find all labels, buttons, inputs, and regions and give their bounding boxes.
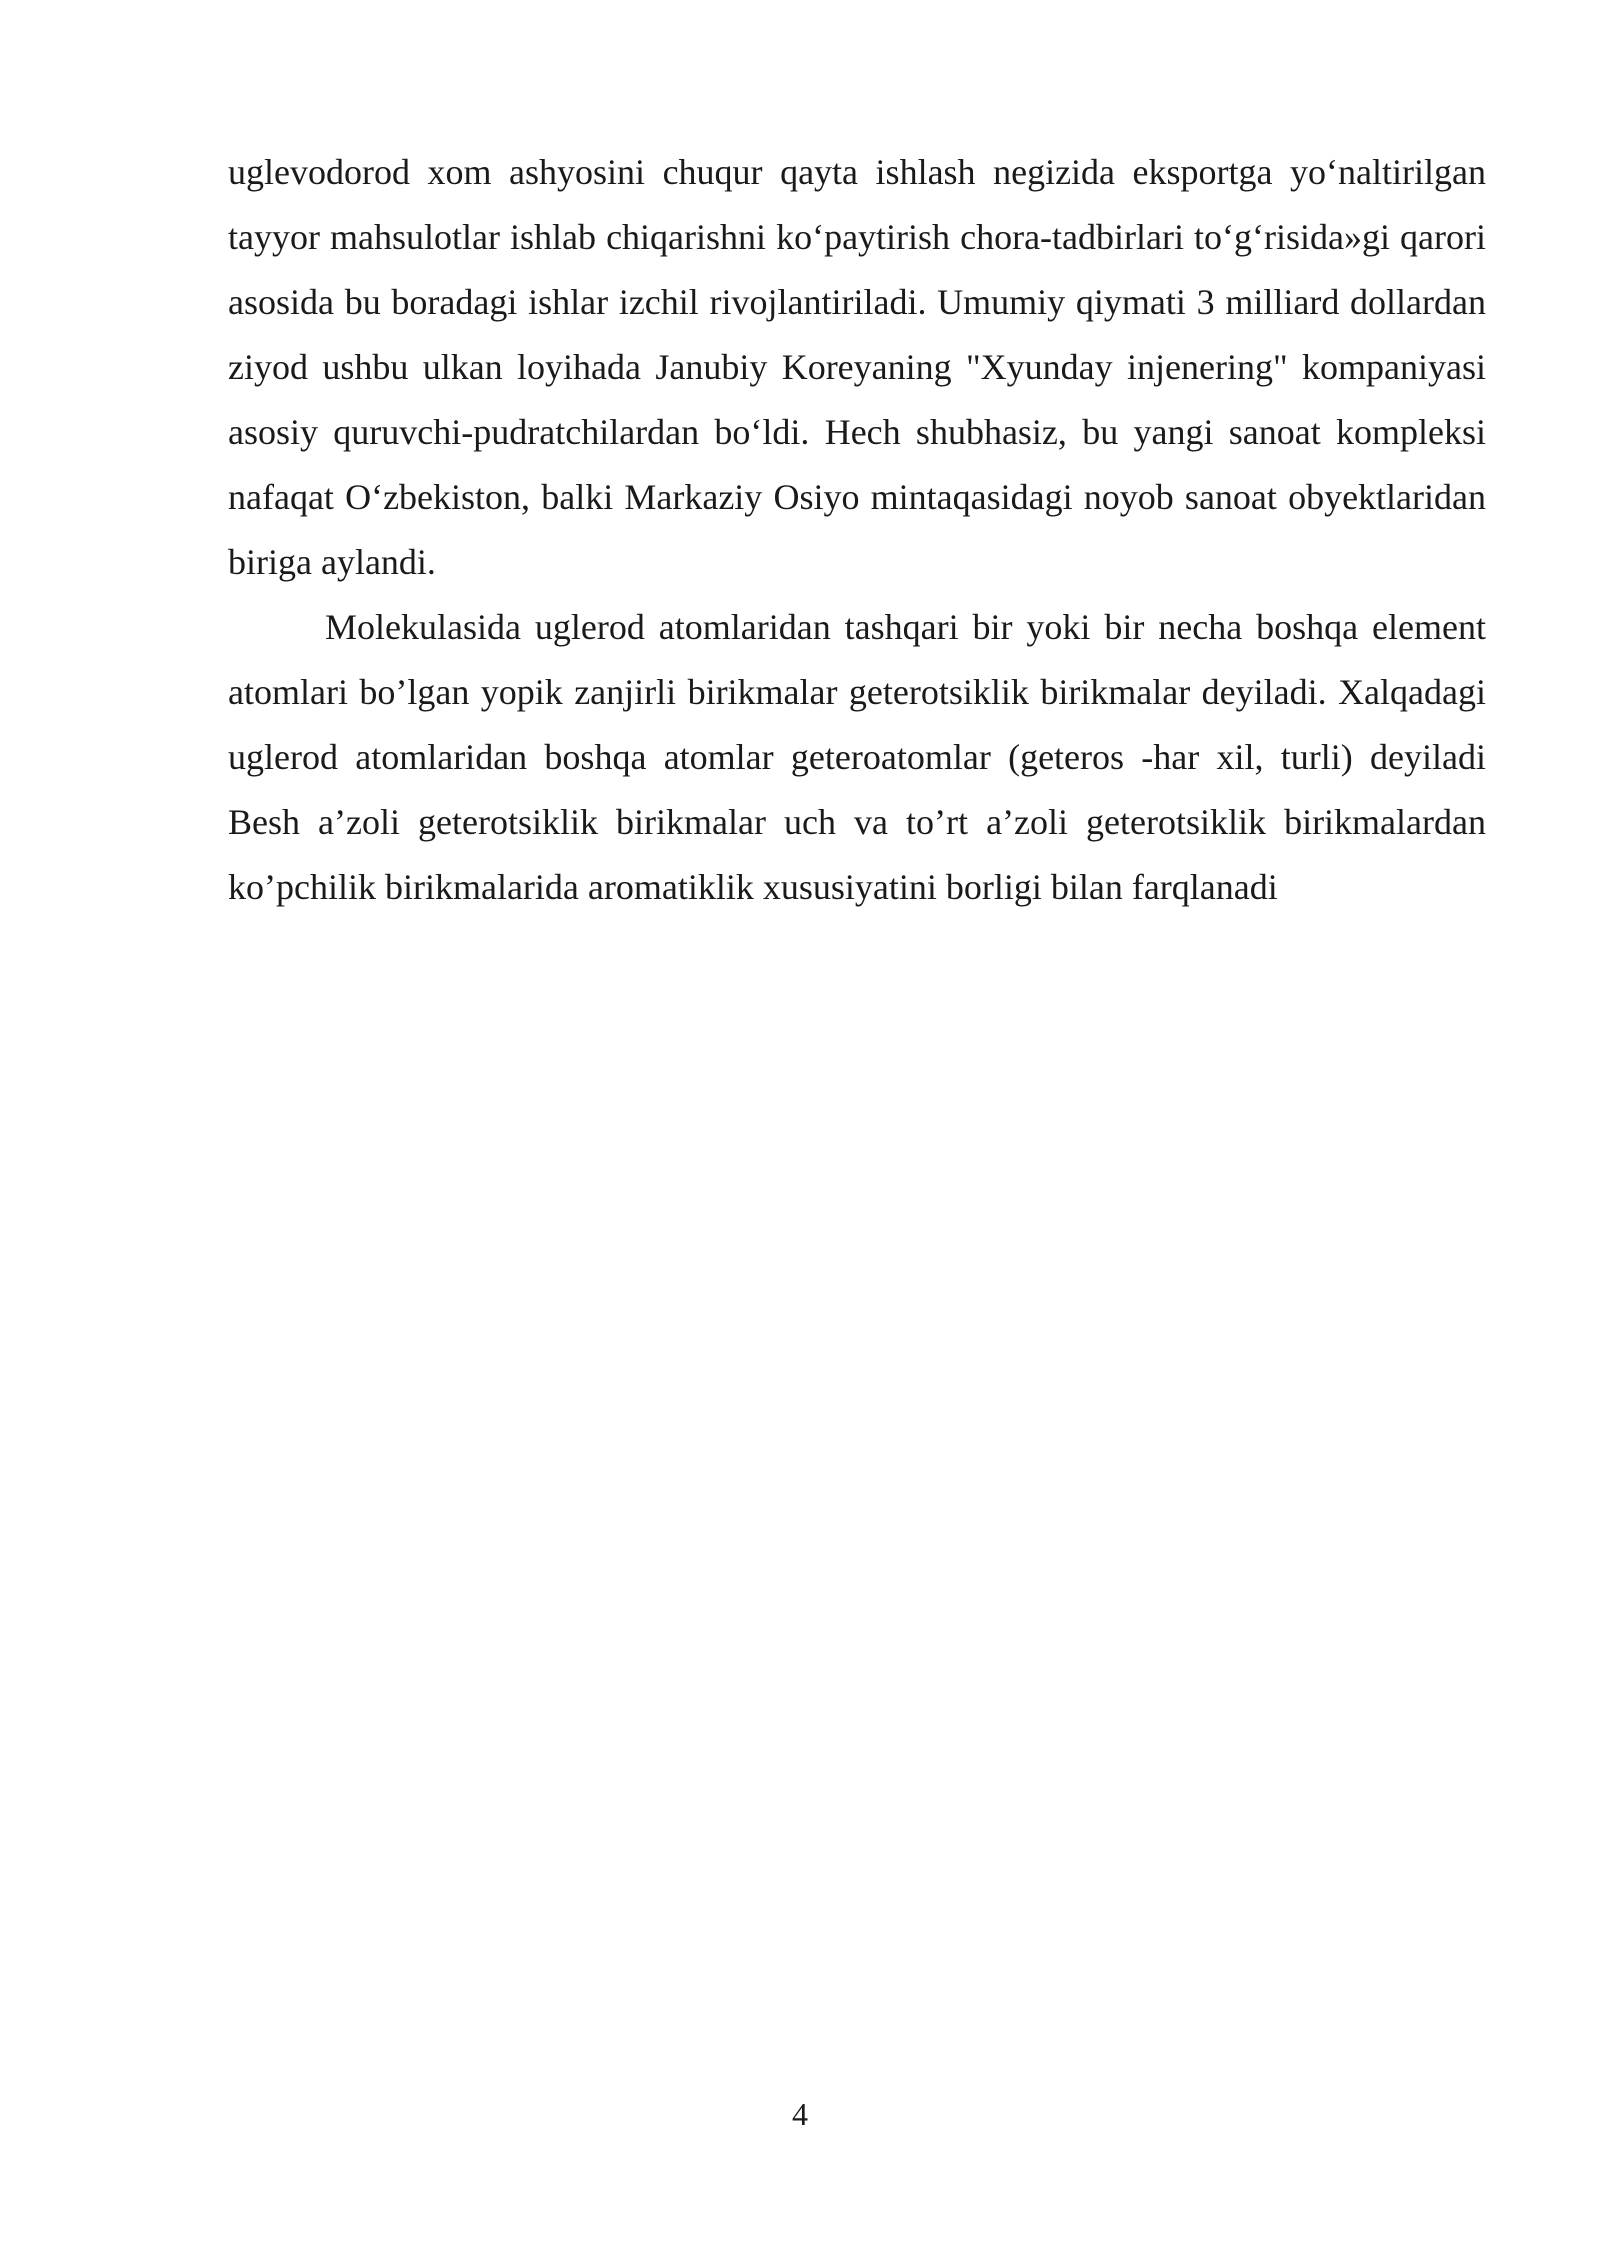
paragraph-heterocyclic: Molekulasida uglerod atomlaridan tashqari bir yoki bir necha boshqa element atomlari bo’lgan yopik zanjirli birikmalar geterotsiklik birikmalar deyiladi. Xalqadagi uglerod atomlaridan boshqa atomlar geteroatomlar (geteros -har xil, turli) deyiladi Besh a’zoli geterotsiklik birikmalar uch va to’rt a’zoli geterotsiklik birikmalardan ko’pchilik birikmalarida aromatiklik xususiyatini borligi bilan farqlanadi bbox=[228, 607, 1486, 907]
paragraph-continuation: uglevodorod xom ashyosini chuqur qayta ishlash negizida eksportga yo‘naltirilgan tayyor mahsulotlar ishlab chiqarishni ko‘paytirish chora-tadbirlari to‘g‘risida»gi qarori asosida bu boradagi ishlar izchil rivojlantiriladi. Umumiy qiymati 3 milliard dollardan ziyod ushbu ulkan loyihada Janubiy Koreyaning "Xyunday injenering" kompaniyasi asosiy quruvchi-pudratchilardan bo‘ldi. Hech shubhasiz, bu yangi sanoat kompleksi nafaqat O‘zbekiston, balki Markaziy Osiyo mintaqasidagi noyob sanoat obyektlaridan biriga aylandi. bbox=[228, 152, 1486, 582]
page-number: 4 bbox=[792, 2096, 808, 2132]
body-text bbox=[228, 140, 1486, 920]
